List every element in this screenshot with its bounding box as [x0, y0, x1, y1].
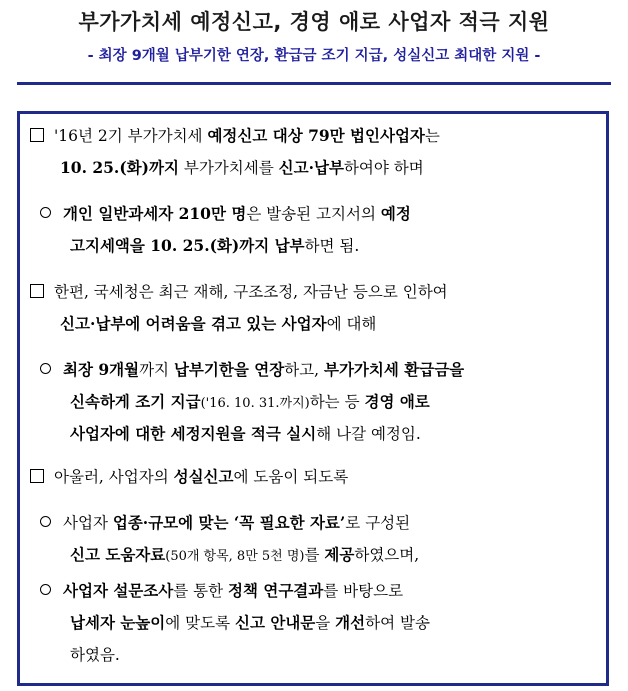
list-item-cont: 10. 25.(화)까지 부가가치세를 신고·납부하여야 하며 [60, 158, 424, 177]
list-item: 아울러, 사업자의 성실신고에 도움이 되도록 [30, 461, 348, 493]
circle-bullet-icon [40, 363, 51, 374]
title-divider [17, 82, 611, 85]
list-item: 개인 일반과세자 210만 명은 발송된 고지서의 예정 [40, 198, 411, 230]
list-item-cont: 납세자 눈높이에 맞도록 신고 안내문을 개선하여 발송 [70, 613, 430, 632]
list-item-cont: 고지세액을 10. 25.(화)까지 납부하면 됨. [70, 236, 360, 255]
list-item-cont: 하였음. [70, 646, 120, 664]
page-title: 부가가치세 예정신고, 경영 애로 사업자 적극 지원 [78, 10, 550, 34]
square-bullet-icon [30, 284, 44, 298]
list-item-cont: 신속하게 조기 지급('16. 10. 31.까지)하는 등 경영 애로 [70, 392, 430, 411]
circle-bullet-icon [40, 516, 51, 527]
page-subtitle: - 최장 9개월 납부기한 연장, 환급금 조기 지급, 성실신고 최대한 지원 - [87, 48, 541, 64]
list-item: 한편, 국세청은 최근 재해, 구조조정, 자금난 등으로 인하여 [30, 276, 448, 308]
list-item-cont: 사업자에 대한 세정지원을 적극 실시해 나갈 예정임. [70, 424, 421, 443]
list-item: 사업자 업종·규모에 맞는 ‘꼭 필요한 자료’로 구성된 [40, 507, 410, 539]
square-bullet-icon [30, 128, 44, 142]
square-bullet-icon [30, 469, 44, 483]
list-item: 사업자 설문조사를 통한 정책 연구결과를 바탕으로 [40, 575, 403, 607]
list-item: 최장 9개월까지 납부기한을 연장하고, 부가가치세 환급금을 [40, 354, 464, 386]
list-item-cont: 신고 도움자료(50개 항목, 8만 5천 명)를 제공하였으며, [70, 545, 420, 564]
circle-bullet-icon [40, 584, 51, 595]
circle-bullet-icon [40, 207, 51, 218]
list-item-cont: 신고·납부에 어려움을 겪고 있는 사업자에 대해 [60, 314, 377, 333]
list-item: '16년 2기 부가가치세 예정신고 대상 79만 법인사업자는 [30, 120, 440, 152]
